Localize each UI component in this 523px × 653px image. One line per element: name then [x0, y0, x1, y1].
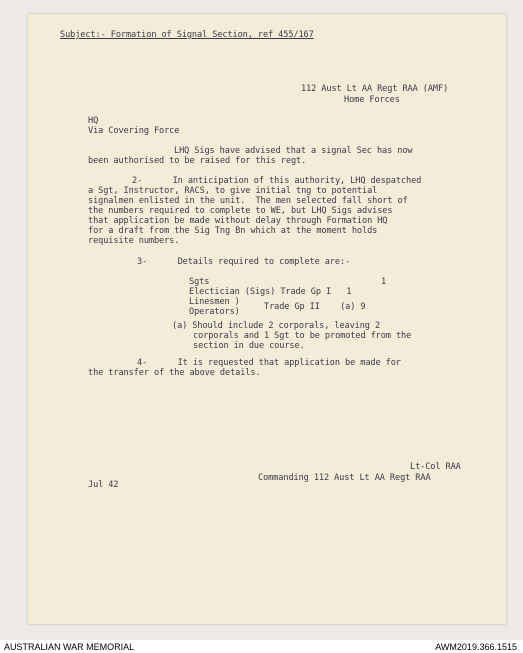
note-a-line: section in due course. — [193, 341, 305, 351]
signature-title: Commanding 112 Aust Lt AA Regt RAA — [258, 473, 431, 483]
note-a-line: (a) Should include 2 corporals, leaving 2 — [172, 321, 381, 331]
addressee-via: Via Covering Force — [88, 126, 180, 136]
paragraph-2-line: that application be made without delay through Formation HQ — [88, 216, 388, 226]
unit-subheading: Home Forces — [344, 95, 400, 105]
detail-row-electrician: Electician (Sigs) Trade Gp I 1 — [189, 287, 352, 297]
paragraph-2-line: a Sgt, Instructor, RACS, to give initial tng to potential — [88, 186, 378, 196]
detail-row-sgts: Sgts — [189, 277, 210, 287]
addressee-hq: HQ — [88, 116, 99, 126]
detail-row-operators: Operators) — [189, 307, 240, 317]
unit-designation: 112 Aust Lt AA Regt RAA (AMF) — [301, 84, 449, 94]
document-page — [28, 14, 506, 624]
document-date: Jul 42 — [88, 480, 119, 490]
subject-line: Subject:- Formation of Signal Section, ref 455/167 — [60, 30, 314, 40]
footer-institution: AUSTRALIAN WAR MEMORIAL — [4, 642, 135, 652]
paragraph-2-line: the numbers required to complete to WE, but LHQ Sigs advises — [88, 206, 393, 216]
detail-row-trade-gp-ii: Trade Gp II (a) 9 — [264, 302, 366, 312]
note-a-line: corporals and 1 Sgt to be promoted from the — [193, 331, 412, 341]
paragraph-4-line: the transfer of the above details. — [88, 368, 261, 378]
signature-rank: Lt-Col RAA — [410, 462, 461, 472]
paragraph-1-line: LHQ Sigs have advised that a signal Sec has now — [174, 146, 413, 156]
paragraph-1-line: been authorised to be raised for this regt. — [88, 156, 307, 166]
detail-row-sgts-qty: 1 — [381, 277, 387, 287]
detail-row-linesmen: Linesmen ) — [189, 297, 240, 307]
paragraph-2-line: 2- In anticipation of this authority, LHQ despatched — [132, 176, 422, 186]
paragraph-2-line: signalmen enlisted in the unit. The men selected fall short of — [88, 196, 408, 206]
paragraph-2-line: requisite numbers. — [88, 236, 180, 246]
paragraph-2-line: for a draft from the Sig Tng Bn which at the moment holds — [88, 226, 378, 236]
paragraph-3-heading: 3- Details required to complete are:- — [137, 257, 351, 267]
archive-footer — [0, 641, 523, 653]
paragraph-4-line: 4- It is requested that application be made for — [137, 358, 401, 368]
footer-accession-number: AWM2019.366.1515 — [435, 642, 517, 652]
